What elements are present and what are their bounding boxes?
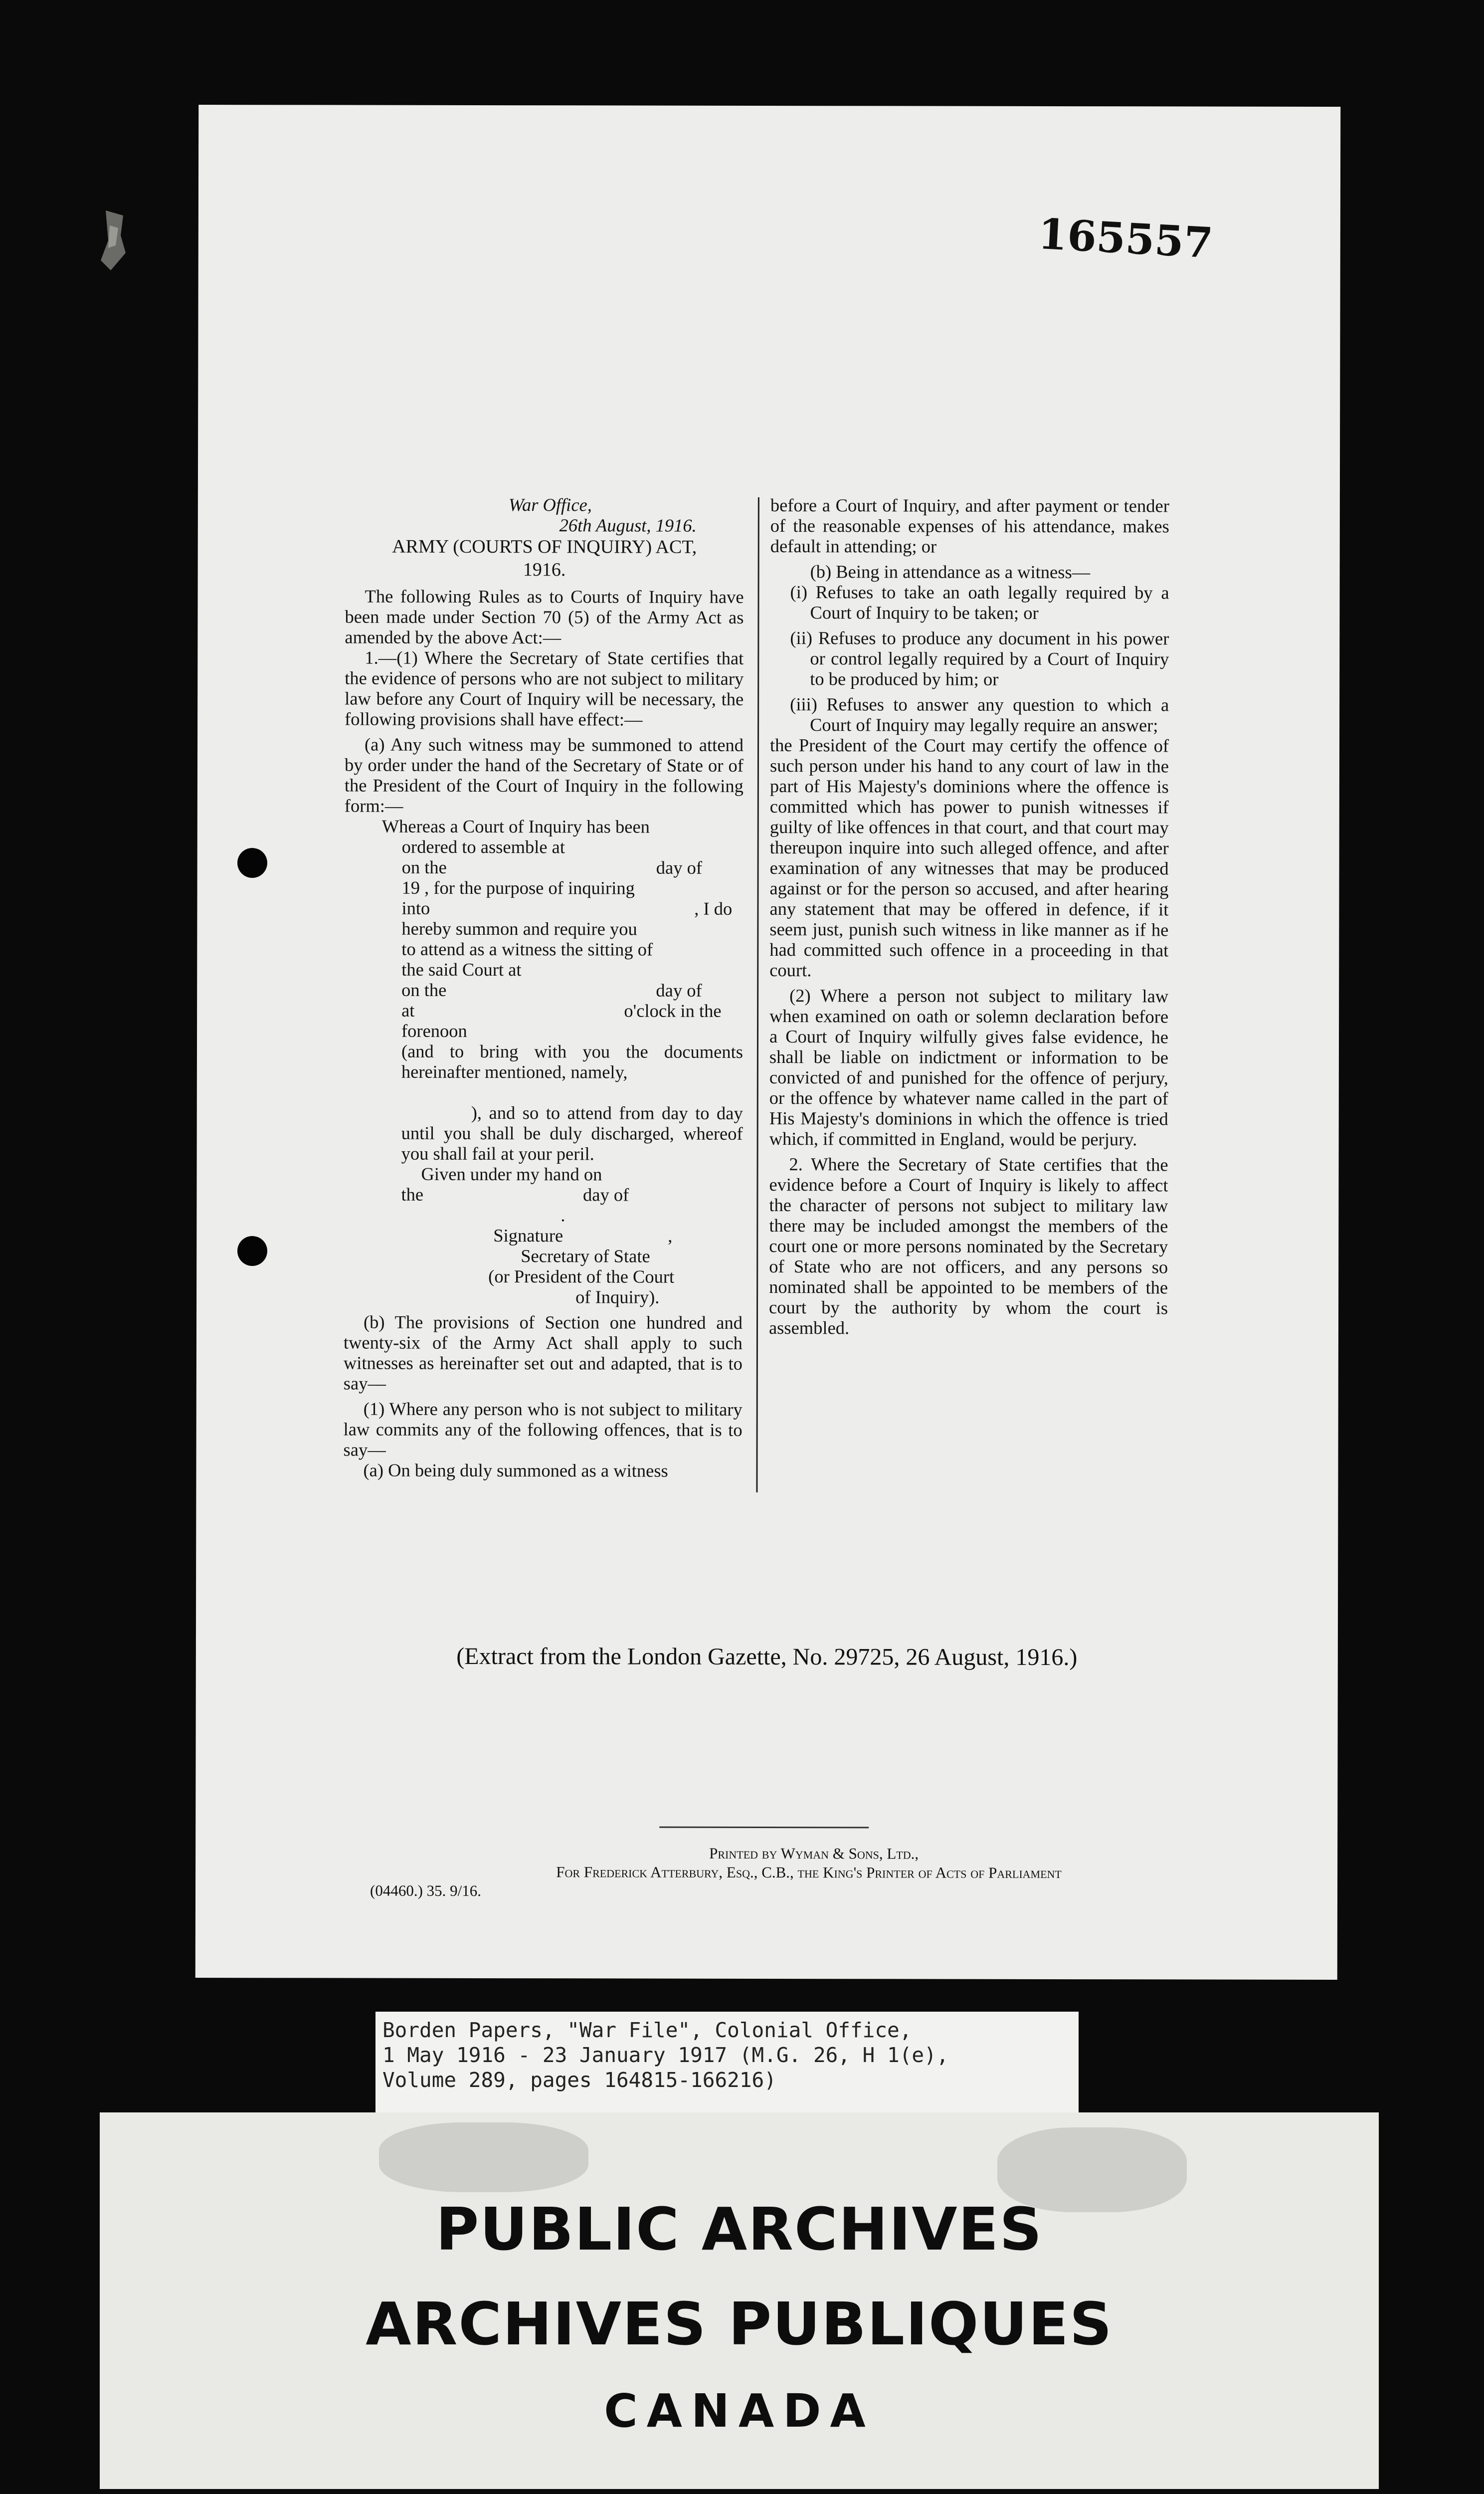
given-date-line: the day of. <box>401 1184 629 1226</box>
form-line: the said Court at <box>401 959 522 980</box>
form-line: ), and so to attend from day to day until you shall be duly discharged, whereof you shall fail at your peril. <box>401 1102 743 1164</box>
continuation-paragraph: before a Court of Inquiry, and after payment or tender of the reasonable expenses of his attendance, makes default in attending; or <box>770 495 1169 557</box>
act-title-line2: 1916. <box>523 559 566 581</box>
paragraph-1: (1) Where any person who is not subject to military law commits any of the following offences, that is to say— <box>343 1398 742 1460</box>
sub-item-i: (i) Refuses to take an oath legally required by a Court of Inquiry to be taken; or <box>790 582 1169 623</box>
sub-item-iii: (iii) Refuses to answer any question to which a Court of Inquiry may legally require an answer; <box>790 694 1169 736</box>
document-page <box>195 105 1341 1980</box>
printer-line2: For Frederick Atterbury, Esq., C.B., the King's Printer of Acts of Parliament <box>556 1863 1062 1882</box>
paragraph-2: (2) Where a person not subject to military law when examined on oath or solemn declaration before a Court of Inquiry wilfully gives false evidence, he shall be liable on indictment or information to be convicted of and punished for the offence of perjury, or the offence by whatever name called in the part of His Majesty's dominions in which the offence is tried which, if committed in England, would be perjury. <box>769 985 1169 1150</box>
president-line: (or President of the Court <box>488 1266 675 1287</box>
sub-item-ii: (ii) Refuses to produce any document in his power or control legally required by a Court of Inquiry to be produced by him; or <box>790 627 1169 689</box>
form-line: on the day of <box>401 856 703 878</box>
form-line: into , I do <box>401 897 733 919</box>
act-title-line1: ARMY (COURTS OF INQUIRY) ACT, <box>392 536 697 558</box>
form-line: (and to bring with you the documents hereinafter mentioned, namely, <box>401 1040 743 1082</box>
paragraph-a: (a) Any such witness may be summoned to attend by order under the hand of the Secretary of State or of the President of the Court of Inquiry in the following form:— <box>344 734 744 816</box>
stamp-line2: ARCHIVES PUBLIQUES <box>366 2289 1113 2358</box>
printer-line3: (04460.) 35. 9/16. <box>370 1881 482 1899</box>
stamp-line3: CANADA <box>604 2384 875 2438</box>
paragraph-b-witness: (b) Being in attendance as a witness— <box>810 561 1091 583</box>
form-line: on the day of <box>401 979 702 1001</box>
reference-label: Borden Papers, "War File", Colonial Office, 1 May 1916 - 23 January 1917 (M.G. 26, H 1(e), Volume 289, pages 164815-166216) <box>375 2012 1079 2116</box>
form-line: hereby summon and require you <box>401 918 637 939</box>
right-column <box>769 495 1169 1338</box>
date-line: 26th August, 1916. <box>559 515 697 536</box>
column-divider <box>756 497 759 1492</box>
form-line: ordered to assemble at <box>401 836 565 857</box>
form-line: at o'clock in the forenoon <box>401 1000 722 1041</box>
secretary-line: Secretary of State <box>521 1246 650 1266</box>
gazette-extract-line: (Extract from the London Gazette, No. 29725, 26 August, 1916.) <box>456 1643 1078 1671</box>
summons-form <box>344 816 743 1307</box>
paragraph-a2: (a) On being duly summoned as a witness <box>363 1459 668 1481</box>
printer-imprint <box>195 1843 1337 1902</box>
paragraph-b: (b) The provisions of Section one hundred and twenty-six of the Army Act shall apply to such witnesses as hereinafter set out and adapted, that is to say— <box>343 1311 743 1394</box>
office-line: War Office, <box>508 494 592 515</box>
archives-stamp <box>100 2112 1379 2489</box>
left-column <box>343 494 743 1481</box>
page-number: 165557 <box>1037 208 1215 268</box>
punch-hole <box>237 1236 267 1266</box>
act-title <box>345 535 744 582</box>
of-inquiry-line: of Inquiry). <box>575 1286 660 1307</box>
horizontal-rule <box>659 1827 869 1829</box>
stamp-line1: PUBLIC ARCHIVES <box>435 2195 1043 2264</box>
rule-1-paragraph: 1.—(1) Where the Secretary of State certifies that the evidence of persons who are not subject to military law before any Court of Inquiry will be necessary, the following provisions shall have effect:— <box>345 647 744 730</box>
form-line: Whereas a Court of Inquiry has been <box>381 816 650 837</box>
rule-2-paragraph: 2. Where the Secretary of State certifies that the evidence before a Court of Inquiry is likely to affect the character of persons not subject to military law there may be included amongst the members of the court one or more persons nominated by the Secretary of State who are not officers, and any persons so nominated shall be appointed to be members of the court by the authority by whom the court is assembled. <box>768 1154 1168 1338</box>
signature-line: Signature , <box>493 1225 673 1246</box>
printer-line1: Printed by Wyman & Sons, Ltd., <box>709 1844 919 1863</box>
form-line: to attend as a witness the sitting of <box>401 938 653 960</box>
form-line: 19 , for the purpose of inquiring <box>401 877 635 898</box>
binder-clip <box>96 206 131 275</box>
given-line: Given under my hand on <box>421 1163 602 1185</box>
intro-paragraph: The following Rules as to Courts of Inquiry have been made under Section 70 (5) of the Army Act as amended by the above Act:— <box>345 586 744 648</box>
president-paragraph: the President of the Court may certify the offence of such person under his hand to any court of law in the part of His Majesty's dominions where the offence is committed which has power to punish witnesses if guilty of like offences in that court, and that court may thereupon inquire into such alleged offence, and after examination of any witnesses that may be produced against or for the person so accused, and after hearing any statement that may be offered in defence, if it seem just, punish such witness in like manner as if he had committed such offence in a proceeding in that court. <box>769 735 1169 981</box>
punch-hole <box>237 848 267 878</box>
